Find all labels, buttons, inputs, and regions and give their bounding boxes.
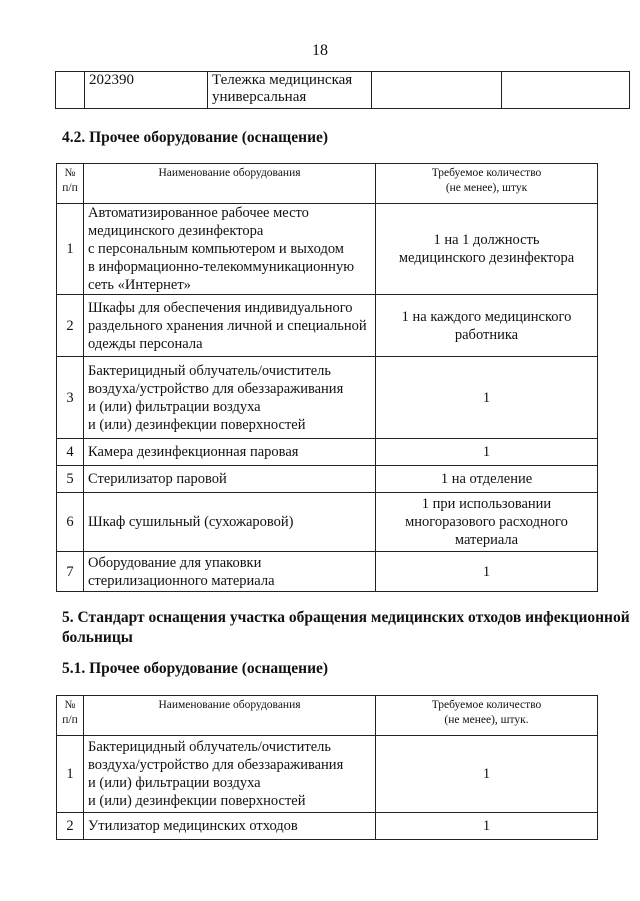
header-line: № — [64, 167, 76, 179]
text-line: одежды персонала — [88, 335, 203, 352]
column-header-num — [57, 696, 84, 736]
section-heading-5 — [62, 608, 630, 648]
row-number: 6 — [57, 493, 84, 552]
text-line: 1 на 1 должность — [433, 232, 540, 248]
heading-line: больницы — [62, 629, 133, 646]
column-header-name: Наименование оборудования — [84, 696, 376, 736]
table-row — [57, 552, 598, 592]
table-row — [57, 439, 598, 466]
text-line: материала — [454, 532, 519, 548]
header-line: Требуемое количество — [431, 699, 542, 711]
table-row — [57, 357, 598, 439]
text-line: воздуха/устройство для обеззараживания — [88, 380, 344, 397]
required-quantity — [376, 552, 598, 592]
table-row — [56, 72, 630, 109]
column-header-qty — [376, 696, 598, 736]
required-quantity — [376, 204, 598, 295]
row-number: 1 — [57, 204, 84, 295]
row-number: 5 — [57, 466, 84, 493]
equipment-name — [84, 736, 376, 813]
text-line: Бактерицидный облучатель/очиститель — [88, 739, 332, 755]
page-number: 18 — [312, 42, 328, 59]
equipment-name — [84, 466, 376, 493]
equipment-table-continuation — [55, 71, 630, 109]
row-number: 1 — [57, 736, 84, 813]
text-line: Утилизатор медицинских отходов — [88, 818, 298, 834]
row-number: 3 — [57, 357, 84, 439]
table-row — [57, 493, 598, 552]
table-row — [57, 204, 598, 295]
required-quantity — [376, 295, 598, 357]
column-header-qty — [376, 164, 598, 204]
text-line: работника — [454, 326, 519, 343]
equipment-name — [208, 72, 372, 109]
text-line: Шкаф сушильный (сухожаровой) — [88, 514, 294, 530]
text-line: и (или) дезинфекции поверхностей — [88, 416, 306, 433]
header-line: № — [64, 699, 76, 711]
equipment-name — [84, 204, 376, 295]
text-line: медицинского дезинфектора — [88, 223, 264, 239]
text-line: сеть «Интернет» — [88, 277, 191, 293]
text-line: многоразового расходного — [405, 514, 568, 530]
text-line: 1 — [482, 563, 491, 580]
text-line: Камера дезинфекционная паровая — [88, 444, 299, 460]
table-row — [57, 736, 598, 813]
text-line: медицинского дезинфектора — [398, 250, 575, 266]
equipment-name — [84, 552, 376, 592]
text-line: 1 — [482, 389, 491, 406]
text-line: Стерилизатор паровой — [88, 471, 227, 487]
table-cell — [502, 72, 630, 109]
text-line: 1 на отделение — [440, 471, 533, 487]
equipment-name — [84, 357, 376, 439]
text-line: воздуха/устройство для обеззараживания — [88, 757, 344, 773]
column-header-name: Наименование оборудования — [84, 164, 376, 204]
text-line: и (или) фильтрации воздуха — [88, 775, 261, 791]
equipment-name — [84, 493, 376, 552]
section-heading-4-2: 4.2. Прочее оборудование (оснащение) — [62, 129, 329, 146]
column-header-num — [57, 164, 84, 204]
text-line: с персональным компьютером и выходом — [88, 241, 344, 257]
section-heading-5-1: 5.1. Прочее оборудование (оснащение) — [62, 660, 329, 677]
text-line: стерилизационного материала — [88, 572, 275, 589]
row-number: 4 — [57, 439, 84, 466]
required-quantity — [376, 813, 598, 840]
heading-line: 5. Стандарт оснащения участка обращения медицинских отходов инфекционной — [62, 609, 630, 626]
table-row — [57, 295, 598, 357]
text-line: 1 — [482, 444, 491, 460]
text-line: универсальная — [212, 89, 307, 105]
required-quantity — [376, 439, 598, 466]
table-row — [57, 813, 598, 840]
text-line: Автоматизированное рабочее место — [88, 205, 309, 221]
header-line: п/п — [62, 182, 78, 194]
text-line: Тележка медицинская — [212, 72, 353, 88]
table-row — [57, 466, 598, 493]
text-line: Оборудование для упаковки — [88, 554, 262, 571]
equipment-name — [84, 813, 376, 840]
required-quantity — [376, 357, 598, 439]
text-line: 1 при использовании — [421, 496, 552, 512]
text-line: раздельного хранения личной и специальной — [88, 317, 367, 334]
text-line: в информационно-телекоммуникационную — [88, 259, 355, 275]
text-line: и (или) дезинфекции поверхностей — [88, 793, 306, 809]
text-line: 1 — [482, 818, 491, 834]
header-line: (не менее), штук — [445, 182, 528, 194]
equipment-name — [84, 439, 376, 466]
equipment-table-4-2 — [56, 163, 598, 592]
text-line: 1 на каждого медицинского — [401, 308, 572, 325]
equipment-name — [84, 295, 376, 357]
text-line: и (или) фильтрации воздуха — [88, 398, 261, 415]
header-line: Требуемое количество — [431, 167, 542, 179]
text-line: Шкафы для обеспечения индивидуального — [88, 299, 353, 316]
header-line: (не менее), штук. — [444, 714, 529, 726]
header-line: п/п — [62, 714, 78, 726]
text-line: 1 — [482, 766, 491, 782]
table-header-row — [57, 696, 598, 736]
text-line: Бактерицидный облучатель/очиститель — [88, 362, 332, 379]
table-cell — [372, 72, 502, 109]
table-header-row — [57, 164, 598, 204]
required-quantity — [376, 493, 598, 552]
row-number: 7 — [57, 552, 84, 592]
row-number: 2 — [57, 813, 84, 840]
equipment-table-5-1 — [56, 695, 598, 840]
required-quantity — [376, 736, 598, 813]
required-quantity — [376, 466, 598, 493]
row-number: 2 — [57, 295, 84, 357]
equipment-code: 202390 — [85, 72, 208, 109]
table-cell — [56, 72, 85, 109]
